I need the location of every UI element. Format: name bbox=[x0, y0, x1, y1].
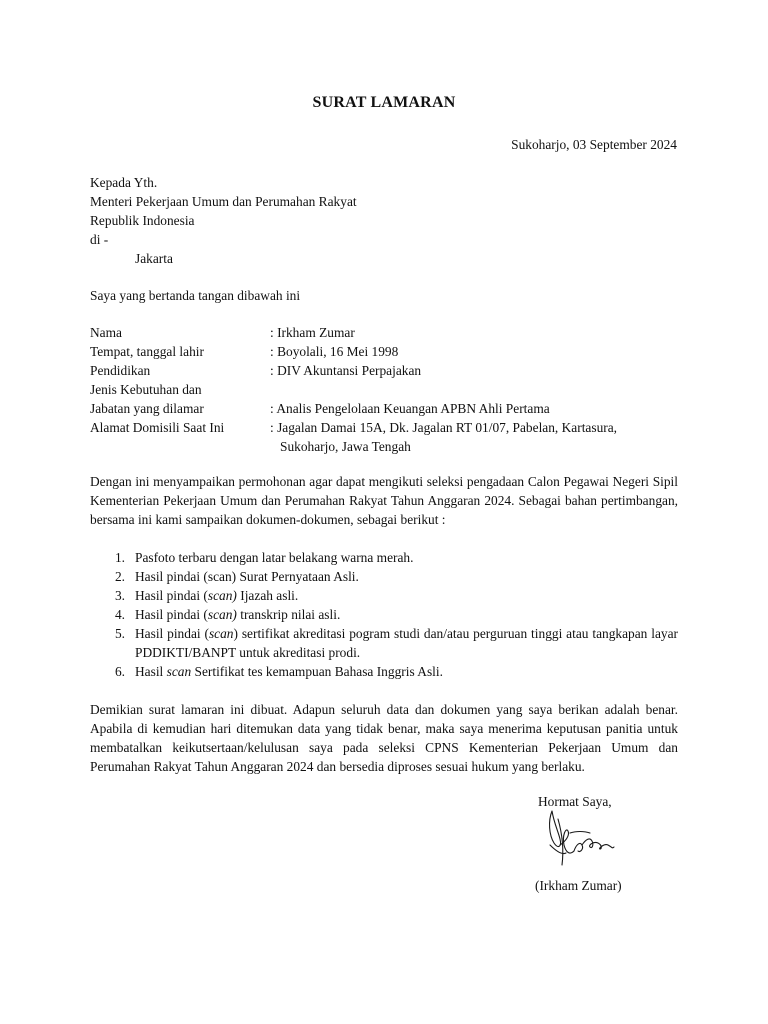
text-run: Sertifikat tes kemampuan Bahasa Inggris Asli. bbox=[191, 664, 443, 679]
field-label: Tempat, tanggal lahir bbox=[90, 344, 204, 359]
field-label: Nama bbox=[90, 325, 122, 340]
list-item bbox=[90, 605, 678, 624]
italic-run: scan) bbox=[207, 607, 237, 622]
text-run: Hasil pindai ( bbox=[135, 626, 209, 641]
text-run: Hasil bbox=[135, 664, 167, 679]
addressee-line: Kepada Yth. bbox=[90, 175, 158, 190]
addressee-line: di - bbox=[90, 232, 109, 247]
italic-run: scan bbox=[166, 664, 192, 679]
list-number: 2. bbox=[114, 569, 125, 584]
identity-row-birth bbox=[90, 342, 678, 361]
list-number: 1. bbox=[114, 550, 125, 565]
list-number: 4. bbox=[114, 607, 125, 622]
text-run: transkrip nilai asli. bbox=[236, 607, 341, 622]
field-value: : Boyolali, 16 Mei 1998 bbox=[270, 344, 399, 359]
text-run: Hasil pindai ( bbox=[135, 607, 208, 622]
field-label: Jabatan yang dilamar bbox=[90, 401, 204, 416]
field-label: Jenis Kebutuhan dan bbox=[90, 382, 202, 397]
field-label: Alamat Domisili Saat Ini bbox=[90, 420, 225, 435]
list-text bbox=[135, 605, 678, 624]
list-item bbox=[90, 567, 678, 586]
identity-table bbox=[90, 323, 678, 456]
document-list bbox=[90, 548, 678, 681]
identity-row-address bbox=[90, 418, 678, 437]
addressee-block bbox=[90, 173, 678, 268]
text-run: Ijazah asli. bbox=[236, 588, 299, 603]
identity-row-education bbox=[90, 361, 678, 380]
list-text bbox=[135, 662, 678, 681]
list-item bbox=[90, 586, 678, 605]
list-number: 6. bbox=[114, 664, 125, 679]
italic-run: scan bbox=[208, 626, 234, 641]
addressee-city: Jakarta bbox=[135, 251, 173, 266]
intro-line: Saya yang bertanda tangan dibawah ini bbox=[90, 288, 301, 303]
field-value-continued: Sukoharjo, Jawa Tengah bbox=[280, 439, 411, 454]
field-label: Pendidikan bbox=[90, 363, 151, 378]
list-text bbox=[135, 624, 678, 662]
list-text bbox=[135, 586, 678, 605]
list-item bbox=[90, 548, 678, 567]
addressee-line: Republik Indonesia bbox=[90, 213, 195, 228]
list-item bbox=[90, 624, 678, 662]
signature-image bbox=[540, 805, 620, 875]
signer-name: (Irkham Zumar) bbox=[535, 878, 622, 893]
identity-row-needs bbox=[90, 380, 678, 399]
letter-title: SURAT LAMARAN bbox=[312, 94, 456, 111]
list-number: 5. bbox=[114, 626, 125, 641]
list-text: Pasfoto terbaru dengan latar belakang warna merah. bbox=[135, 550, 414, 565]
closing-salutation: Hormat Saya, bbox=[538, 794, 612, 809]
text-run: ) sertifikat akreditasi pogram studi dan/atau perguruan tinggi atau tangkapan layar PDDIKTI/BANPT untuk akreditasi prodi. bbox=[135, 626, 679, 660]
addressee-line: Menteri Pekerjaan Umum dan Perumahan Rakyat bbox=[90, 194, 357, 209]
field-value-empty bbox=[270, 380, 678, 399]
list-number: 3. bbox=[114, 588, 125, 603]
paragraph-request: Dengan ini menyampaikan permohonan agar dapat mengikuti seleksi pengadaan Calon Pegawai Negeri Sipil Kementerian Pekerjaan Umum dan Perumahan Rakyat Tahun Anggaran 2024. Sebagai bahan pertimbangan, bersama ini kami sampaikan dokumen-dokumen, sebagai berikut : bbox=[90, 474, 678, 527]
list-text: Hasil pindai (scan) Surat Pernyataan Asli. bbox=[135, 569, 359, 584]
identity-row-name bbox=[90, 323, 678, 342]
field-value: : DIV Akuntansi Perpajakan bbox=[270, 363, 422, 378]
field-value: : Irkham Zumar bbox=[270, 325, 355, 340]
italic-run: scan) bbox=[207, 588, 237, 603]
field-value: : Jagalan Damai 15A, Dk. Jagalan RT 01/07, Pabelan, Kartasura, bbox=[270, 420, 618, 435]
field-value: : Analis Pengelolaan Keuangan APBN Ahli Pertama bbox=[270, 401, 550, 416]
place-date: Sukoharjo, 03 September 2024 bbox=[511, 137, 677, 152]
paragraph-declaration: Demikian surat lamaran ini dibuat. Adapun seluruh data dan dokumen yang saya berikan adalah benar. Apabila di kemudian hari ditemukan data yang tidak benar, maka saya menerima keputusan panitia untuk membatalkan keikutsertaan/kelulusan saya pada seleksi CPNS Kementerian Pekerjaan Umum dan Perumahan Rakyat Tahun Anggaran 2024 dan bersedia diproses sesuai hukum yang berlaku. bbox=[90, 702, 678, 774]
identity-row-position bbox=[90, 399, 678, 418]
list-item bbox=[90, 662, 678, 681]
text-run: Hasil pindai ( bbox=[135, 588, 208, 603]
